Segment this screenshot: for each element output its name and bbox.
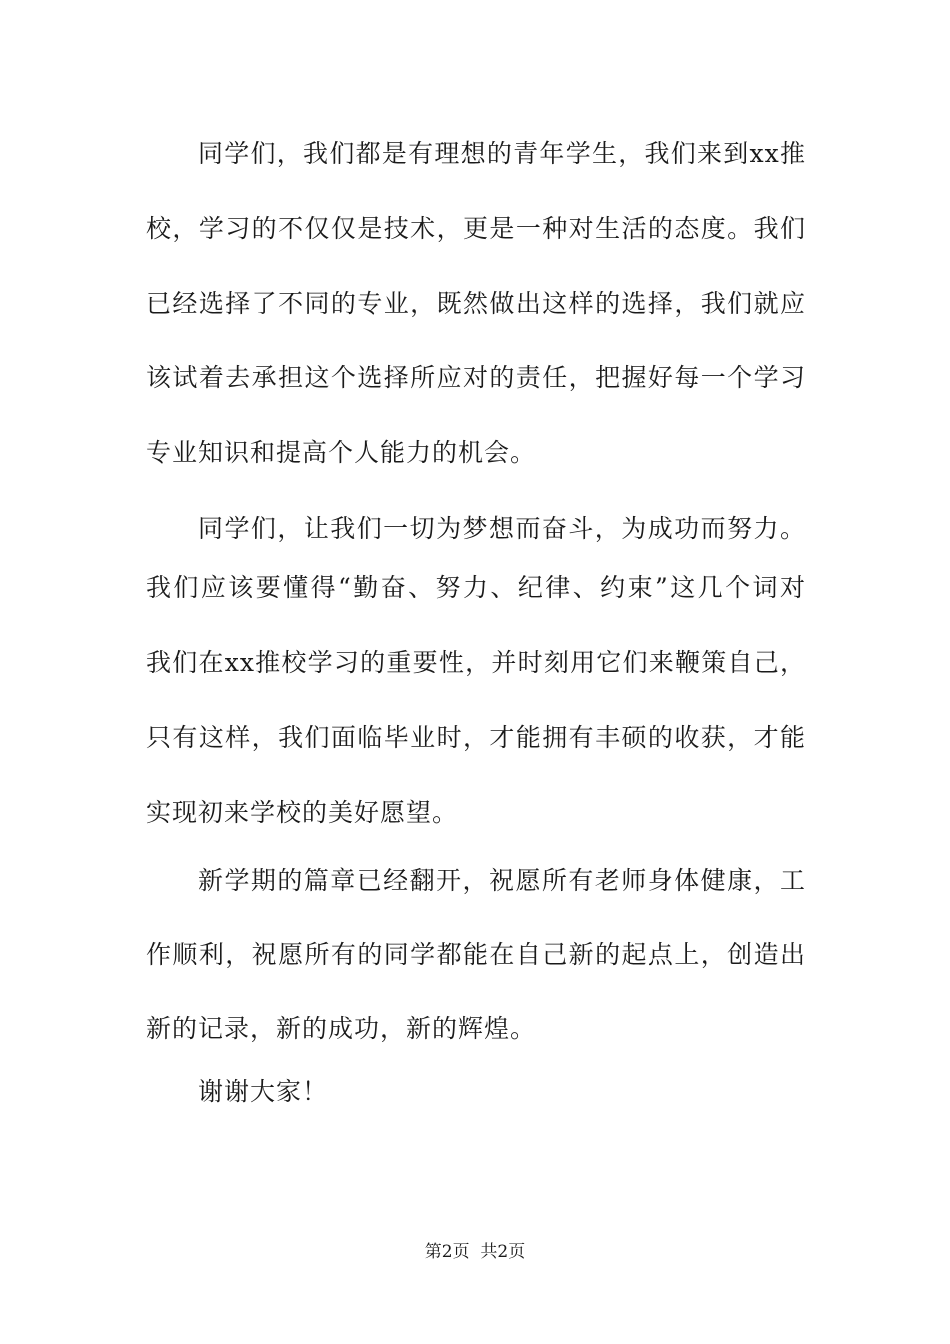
- footer-spacer: [470, 1242, 481, 1262]
- paragraph-1-line-1: 同学们，我们都是有理想的青年学生，我们来到xx推: [198, 139, 806, 168]
- paragraph-1-line-5: 专业知识和提高个人能力的机会。: [146, 438, 537, 467]
- closing-line: 谢谢大家！: [198, 1077, 329, 1106]
- paragraph-2-line-5: 实现初来学校的美好愿望。: [146, 798, 459, 827]
- paragraph-2-line-2: 我们应该要懂得“勤奋、努力、纪律、约束”这几个词对: [146, 573, 806, 602]
- paragraph-3-line-2: 作顺利，祝愿所有的同学都能在自己新的起点上，创造出: [146, 940, 806, 969]
- paragraph-1-line-2: 校，学习的不仅仅是技术，更是一种对生活的态度。我们: [146, 214, 806, 243]
- page-number: 第2页: [424, 1242, 470, 1262]
- paragraph-1-line-3: 已经选择了不同的专业，既然做出这样的选择，我们就应: [146, 289, 806, 318]
- paragraph-2-line-4: 只有这样，我们面临毕业时，才能拥有丰硕的收获，才能: [146, 723, 806, 752]
- paragraph-2-line-1: 同学们，让我们一切为梦想而奋斗，为成功而努力。: [198, 514, 806, 543]
- paragraph-3-line-3: 新的记录，新的成功，新的辉煌。: [146, 1014, 537, 1043]
- paragraph-2-line-3: 我们在xx推校学习的重要性，并时刻用它们来鞭策自己，: [146, 648, 806, 677]
- page-total: 共2页: [480, 1242, 526, 1262]
- paragraph-3-line-1: 新学期的篇章已经翻开，祝愿所有老师身体健康，工: [198, 866, 806, 895]
- paragraph-1-line-4: 该试着去承担这个选择所应对的责任，把握好每一个学习: [146, 363, 806, 392]
- page-footer: [0, 1240, 950, 1264]
